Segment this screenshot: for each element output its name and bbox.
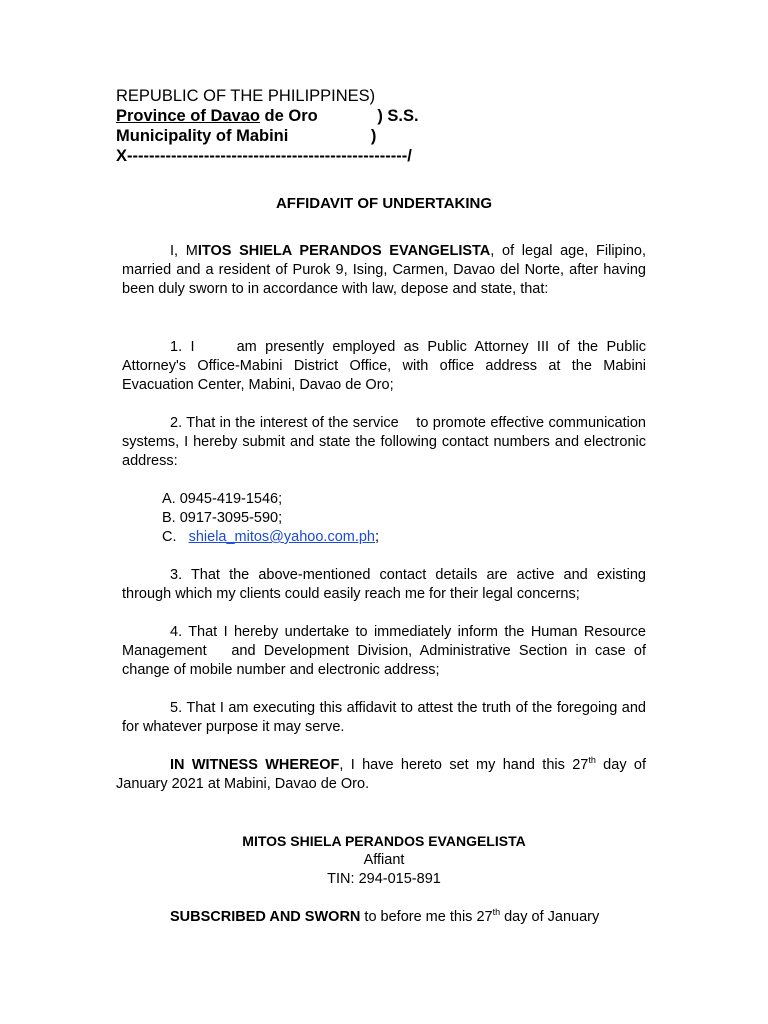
caption-municipality: Municipality of Mabini ) <box>116 127 377 145</box>
paragraph-2: 2. That in the interest of the service to promote effective communication systems, I hereby submit and state the following contact numbers and electronic address: <box>122 415 651 469</box>
affiant-role: Affiant <box>363 852 405 868</box>
affiant-name: MITOS SHIELA PERANDOS EVANGELISTA <box>242 833 526 849</box>
contact-list <box>162 490 379 547</box>
paragraph-4: 4. That I hereby undertake to immediately inform the Human Resource Management and Development Division, Administrative Section in case of change of mobile number and electronic address; <box>122 624 651 678</box>
paragraph-5: 5. That I am executing this affidavit to attest the truth of the foregoing and for whatever purpose it may serve. <box>122 700 646 735</box>
affiant-name-inline: ITOS SHIELA PERANDOS EVANGELISTA <box>197 243 491 259</box>
sworn-paragraph: SUBSCRIBED AND SWORN to before me this 27th day of January <box>170 907 600 925</box>
caption-ss: ) S.S. <box>377 107 419 125</box>
paragraph-3: 3. That the above-mentioned contact details are active and existing through which my clients could easily reach me for their legal concerns; <box>122 567 646 602</box>
caption-province-underlined: Province of Davao <box>116 107 260 125</box>
contact-item-a: A. 0945-419-1546; <box>162 491 283 507</box>
contact-item-c: C. shiela_mitos@yahoo.com.ph; <box>162 529 380 545</box>
affiant-tin: TIN: 294-015-891 <box>327 871 441 887</box>
paragraph-1: 1. I am presently employed as Public Attorney III of the Public Attorney's Office-Mabini District Office, with office address at the Mabini Evacuation Center, Mabini, Davao de Oro; <box>122 339 651 393</box>
contact-item-b: B. 0917-3095-590; <box>162 510 283 526</box>
caption-divider: X---------------------------------------------------/ <box>116 147 412 165</box>
caption-province: Province of Davao de Oro ) S.S. <box>116 107 419 125</box>
document-title: AFFIDAVIT OF UNDERTAKING <box>275 195 493 212</box>
caption-republic: REPUBLIC OF THE PHILIPPINES) <box>116 87 376 105</box>
email-link[interactable]: shiela_mitos@yahoo.com.ph <box>188 529 375 545</box>
venue-caption <box>116 86 419 166</box>
intro-paragraph: I, MITOS SHIELA PERANDOS EVANGELISTA, of legal age, Filipino, married and a resident of Purok 9, Ising, Carmen, Davao del Norte, after having been duly sworn to in accordance with law, depose and state, that: <box>122 243 646 297</box>
witness-paragraph: IN WITNESS WHEREOF, I have hereto set my hand this 27th day of January 2021 at Mabini, Davao de Oro. <box>116 755 646 792</box>
